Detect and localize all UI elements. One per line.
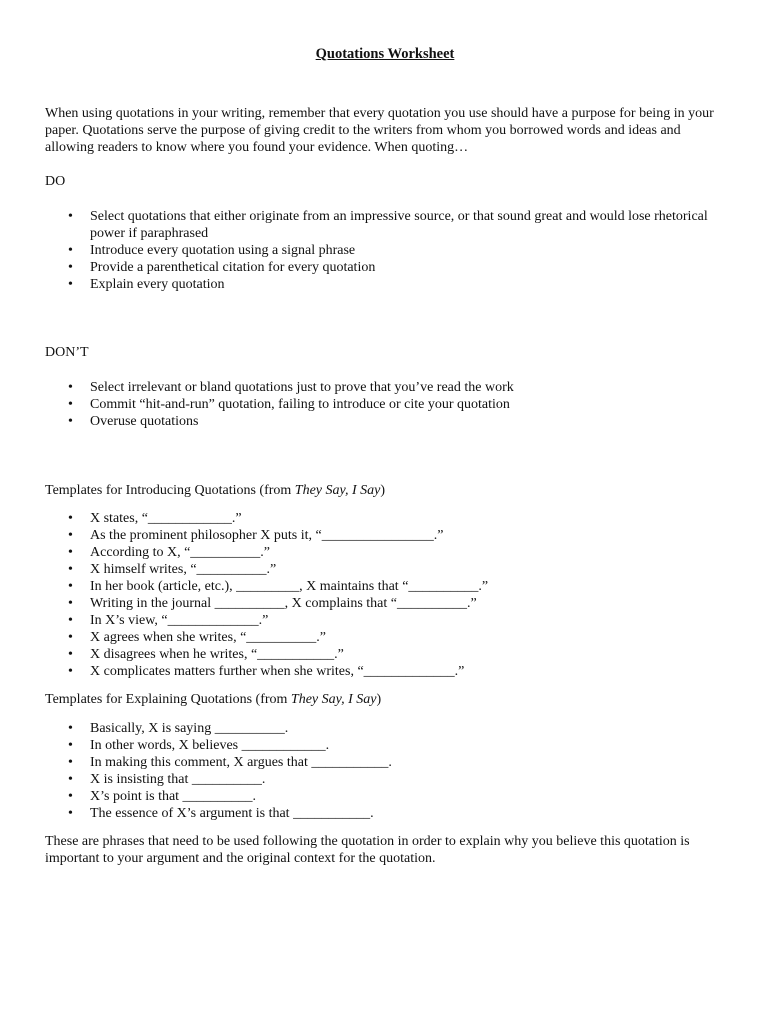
list-item: • Basically, X is saying __________. bbox=[90, 720, 725, 737]
list-item: • X complicates matters further when she writes, “_____________.” bbox=[90, 663, 725, 680]
worksheet-page bbox=[45, 46, 725, 867]
list-item: • Provide a parenthetical citation for every quotation bbox=[90, 259, 725, 276]
heading-text: ) bbox=[376, 692, 382, 707]
intro-paragraph: When using quotations in your writing, remember that every quotation you use should have a purpose for being in your paper. Quotations serve the purpose of giving credit to the writers from whom you borrowed words and ideas and allowing readers to know where you found your evidence. When quoting… bbox=[45, 106, 714, 155]
list-item: • X’s point is that __________. bbox=[90, 788, 725, 805]
closing-paragraph: These are phrases that need to be used following the quotation in order to explain why you believe this quotation is important to your argument and the original context for the quotation. bbox=[45, 834, 690, 866]
list-item: • The essence of X’s argument is that ___________. bbox=[90, 805, 725, 822]
list-item: • In making this comment, X argues that ___________. bbox=[90, 754, 725, 771]
heading-text: Templates for Explaining Quotations (from bbox=[45, 692, 291, 707]
list-item: • Select irrelevant or bland quotations just to prove that you’ve read the work bbox=[90, 379, 725, 396]
list-item: • In X’s view, “_____________.” bbox=[90, 612, 725, 629]
list-item: • In other words, X believes ____________. bbox=[90, 737, 725, 754]
list-item: • X states, “____________.” bbox=[90, 510, 725, 527]
do-heading: DO bbox=[45, 174, 66, 189]
list-item: • Overuse quotations bbox=[90, 413, 725, 430]
list-item: • According to X, “__________.” bbox=[90, 544, 725, 561]
page-title: Quotations Worksheet bbox=[315, 46, 455, 62]
explaining-templates-list bbox=[45, 720, 725, 822]
dont-heading: DON’T bbox=[45, 345, 89, 360]
list-item: • Introduce every quotation using a signal phrase bbox=[90, 242, 725, 259]
do-list bbox=[45, 208, 725, 293]
introducing-templates-heading bbox=[45, 482, 725, 499]
list-item: • X is insisting that __________. bbox=[90, 771, 725, 788]
book-title: They Say, I Say bbox=[290, 692, 377, 707]
list-item: • Writing in the journal __________, X complains that “__________.” bbox=[90, 595, 725, 612]
book-title: They Say, I Say bbox=[294, 483, 381, 498]
introducing-templates-list bbox=[45, 510, 725, 680]
list-item: • Commit “hit-and-run” quotation, failing to introduce or cite your quotation bbox=[90, 396, 725, 413]
list-item: • X disagrees when he writes, “___________.” bbox=[90, 646, 725, 663]
list-item: • X himself writes, “__________.” bbox=[90, 561, 725, 578]
explaining-templates-heading bbox=[45, 691, 725, 708]
list-item: • Explain every quotation bbox=[90, 276, 725, 293]
list-item: • In her book (article, etc.), _________, X maintains that “__________.” bbox=[90, 578, 725, 595]
heading-text: ) bbox=[380, 483, 385, 498]
dont-list bbox=[45, 379, 725, 430]
list-item: • As the prominent philosopher X puts it, “________________.” bbox=[90, 527, 725, 544]
list-item: • X agrees when she writes, “__________.” bbox=[90, 629, 725, 646]
list-item: • Select quotations that either originate from an impressive source, or that sound great and would lose rhetorical power if paraphrased bbox=[90, 208, 725, 242]
heading-text: Templates for Introducing Quotations (from bbox=[45, 483, 295, 498]
